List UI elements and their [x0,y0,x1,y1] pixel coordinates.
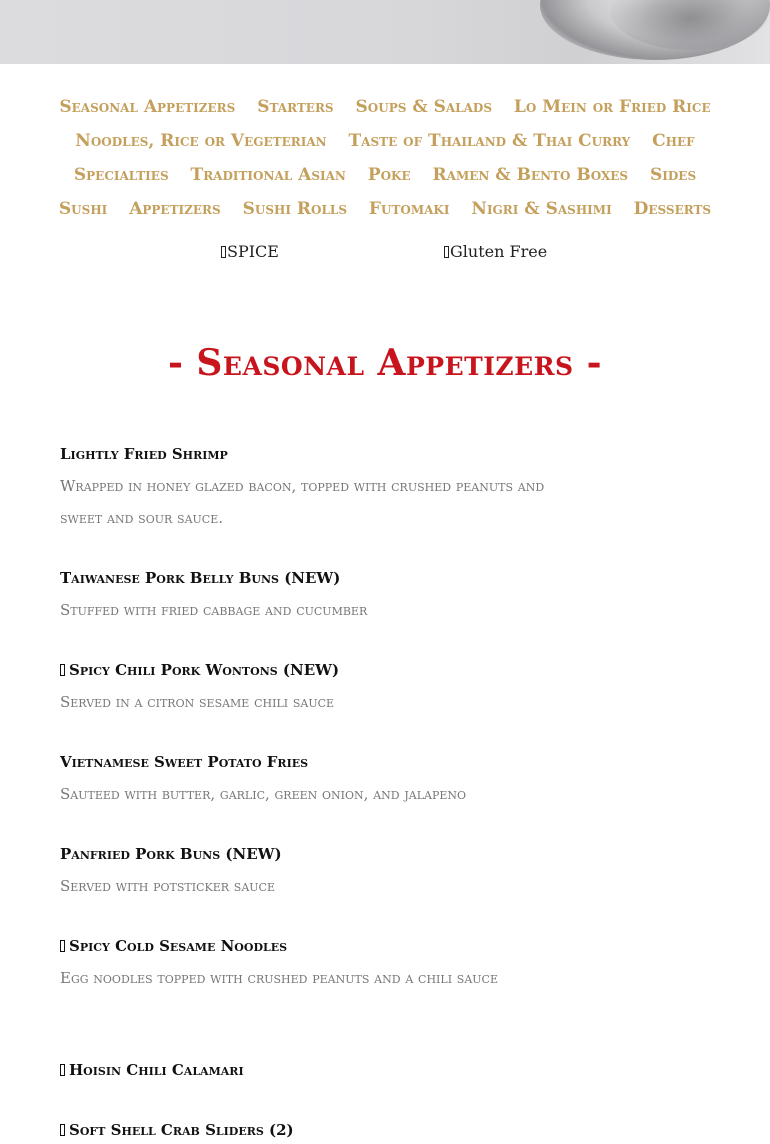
menu-item [60,440,560,534]
nav-item-traditional-asian[interactable]: Traditional Asian [190,165,346,185]
menu-item-name: Taiwanese Pork Belly Buns (NEW) [60,569,341,587]
nav-item-poke[interactable]: Poke [367,165,411,185]
nav-item-noodles-rice-vegeterian[interactable]: Noodles, Rice or Vegeterian [75,131,327,151]
nav-item-sushi-appetizers-part1[interactable]: Sushi [58,199,108,219]
nav-item-lo-mein-fried-rice[interactable]: Lo Mein or Fried Rice [513,97,711,117]
menu-item [60,1116,560,1144]
menu-item-description: Stuffed with fried cabbage and cucumber [60,601,368,619]
gluten-free-icon [444,246,449,258]
hero-image [0,0,770,64]
menu-item-description: Egg noodles topped with crushed peanuts and a chili sauce [60,969,498,987]
menu-item-name: Spicy Chili Pork Wontons (NEW) [69,661,340,679]
menu-item [60,932,560,994]
section-title: - Seasonal Appetizers - [167,342,603,384]
nav-item-ramen-bento[interactable]: Ramen & Bento Boxes [432,165,629,185]
menu-item-name: Spicy Cold Sesame Noodles [69,937,288,955]
nav-item-chef-specialties-part1[interactable]: Chef [652,131,695,151]
menu-item-name: Soft Shell Crab Sliders (2) [69,1121,294,1139]
menu-item-name: Lightly Fried Shrimp [60,445,228,463]
nav-item-nigri-sashimi[interactable]: Nigri & Sashimi [471,199,612,219]
legend-gluten-free-label: Gluten Free [450,242,548,261]
menu-item [60,1056,560,1084]
nav-item-seasonal-appetizers[interactable]: Seasonal Appetizers [59,97,236,117]
legend-spice-label: SPICE [227,242,279,261]
menu-item [60,656,560,718]
nav-item-starters[interactable]: Starters [257,97,334,117]
spice-icon [60,940,65,952]
menu-item-description: Wrapped in honey glazed bacon, topped with crushed peanuts and sweet and sour sauce. [60,477,545,527]
menu-item-name-row [60,932,560,960]
menu-item-name-row [60,1116,560,1144]
nav-item-soups-salads[interactable]: Soups & Salads [355,97,492,117]
spice-icon [221,246,226,258]
menu-item [60,564,560,626]
menu-item-description: Served in a citron sesame chili sauce [60,693,335,711]
category-nav [40,90,730,226]
spice-icon [60,1064,65,1076]
spice-icon [60,1124,65,1136]
legend-spice [221,242,279,261]
menu-item-name: Vietnamese Sweet Potato Fries [60,753,309,771]
nav-item-futomaki[interactable]: Futomaki [368,199,450,219]
menu-item [60,840,560,902]
legend-gluten-free [444,242,547,261]
spice-icon [60,664,65,676]
menu-item-name: Panfried Pork Buns (NEW) [60,845,282,863]
nav-item-sides[interactable]: Sides [650,165,697,185]
menu-item [60,748,560,810]
menu-item-name-row [60,656,560,684]
nav-item-sushi-appetizers-part2[interactable]: Appetizers [129,199,221,219]
nav-item-chef-specialties-part2[interactable]: Specialties [73,165,169,185]
menu-item-description: Served with potsticker sauce [60,877,275,895]
menu-item-name-row [60,1056,560,1084]
menu-item-name: Hoisin Chili Calamari [69,1061,244,1079]
menu-item-description: Sauteed with butter, garlic, green onion, and jalapeno [60,785,467,803]
nav-item-desserts[interactable]: Desserts [633,199,712,219]
nav-item-taste-of-thailand[interactable]: Taste of Thailand & Thai Curry [348,131,631,151]
nav-item-sushi-rolls[interactable]: Sushi Rolls [242,199,347,219]
